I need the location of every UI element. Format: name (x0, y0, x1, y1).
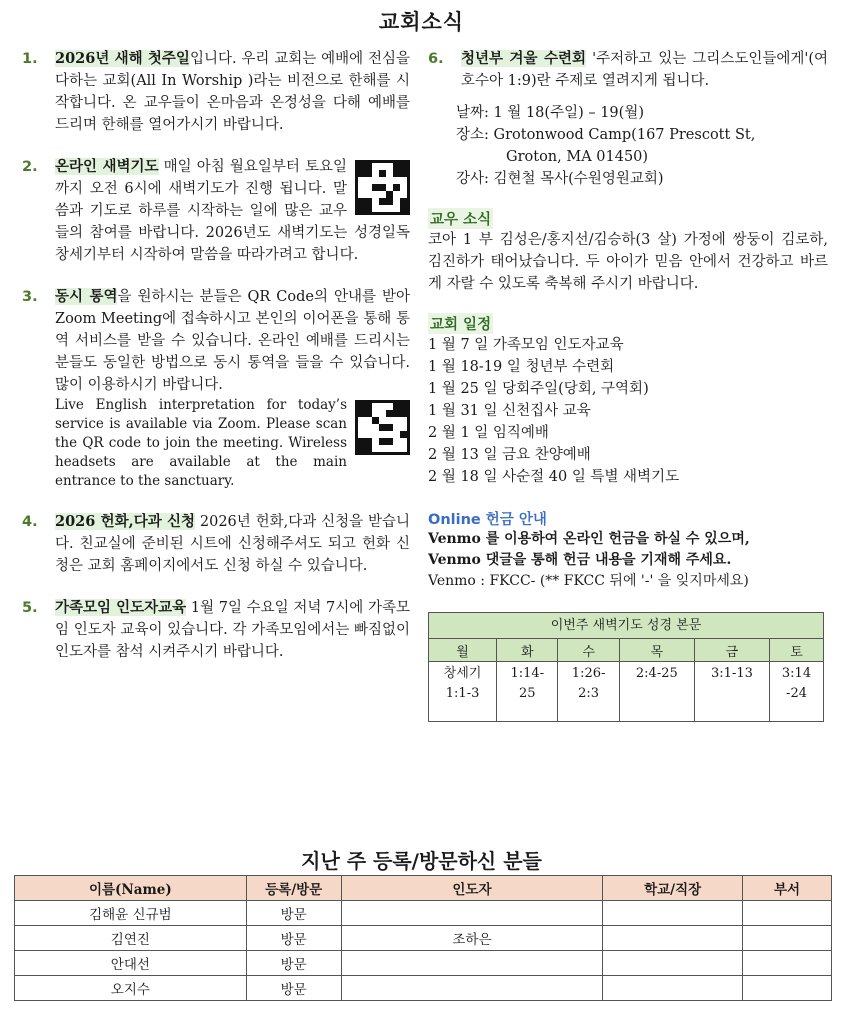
english-text: Live English interpretation for today’s service is available via Zoom. Please scan the QR code to join the meeting. Wireless headsets are available at the main entrance to the sanctuary. (55, 397, 347, 489)
passage-cell (429, 662, 497, 722)
cell-guide (341, 951, 603, 976)
item-highlight: 가족모임 인도자교육 (55, 599, 187, 616)
cell-guide: 조하은 (341, 926, 603, 951)
passage-line: 1:1-3 (445, 686, 480, 701)
bible-reading-table (428, 612, 824, 722)
item-text: 매일 아침 월요일부터 토요일까지 오전 6시에 새벽기도가 진행 됩니다. 말씀과 기도로 하루를 시작하는 일에 많은 교우들의 참여를 바랍니다. 2026년도 새벽기도는 성경일독 창세기부터 시작하여 말씀을 따라가려고 합니다. (55, 159, 410, 263)
schedule-list (428, 334, 828, 488)
day-header: 수 (558, 639, 619, 662)
visitors-table (14, 875, 832, 1001)
day-header: 토 (770, 639, 824, 662)
cell-type: 방문 (246, 976, 341, 1001)
item-text: 을 원하시는 분들은 QR Code의 안내를 받아 Zoom Meeting에 접속하시고 본인의 이어폰을 통해 통역 서비스를 받을 수 있습니다. 온라인 예배를 드리시는 분들도 동일한 방법으로 동시 통역을 들을 수 있습니다. 많이 이용하시기 바랍니다. (55, 289, 411, 393)
day-header: 목 (619, 639, 694, 662)
passage-line: 1:14- (510, 666, 545, 681)
cell-type: 방문 (246, 901, 341, 926)
item-number: 1. (22, 51, 38, 67)
right-column (428, 48, 828, 722)
online-offering-line2: Venmo 댓글을 통해 헌금 내용을 기재해 주세요. (428, 552, 732, 568)
item-number: 5. (22, 600, 38, 616)
item-text: 입니다. 우리 교회는 예배에 전심을 다하는 교회(All In Worship )라는 비전으로 한해를 시작합니다. 온 교우들이 온마음과 온정성을 다해 예배를 드리며 한해를 열어가시기 바랍니다. (55, 51, 410, 133)
news-item-3 (22, 286, 410, 491)
schedule-item: 2 월 18 일 사순절 40 일 특별 새벽기도 (428, 469, 680, 485)
online-offering-heading: Online 헌금 안내 (428, 512, 547, 528)
day-header: 금 (694, 639, 769, 662)
passage-cell (619, 662, 694, 722)
passage-line: 3:14 (781, 666, 812, 681)
item-highlight: 2026년 새해 첫주일 (55, 50, 190, 67)
english-note (55, 396, 410, 491)
table-row (15, 901, 832, 926)
item-text: '주저하고 있는 그리스도인들에게'(여호수아 1:9)란 주제로 열려지게 됩니다. (461, 51, 829, 89)
item-highlight: 2026 헌화,다과 신청 (55, 513, 196, 530)
retreat-speaker: 강사: 김현철 목사(수원영원교회) (456, 171, 664, 187)
table-row (15, 976, 832, 1001)
qr-code-graphic (358, 163, 407, 212)
item-number: 2. (22, 159, 38, 175)
passage-cell (770, 662, 824, 722)
news-item-6 (428, 48, 828, 92)
qr-code-icon[interactable] (355, 160, 410, 215)
retreat-date: 날짜: 1 월 18(주일) – 19(월) (456, 105, 644, 121)
retreat-place: 장소: Grotonwood Camp(167 Prescott St, (456, 127, 756, 143)
schedule-item: 1 월 31 일 신천집사 교육 (428, 403, 591, 419)
online-offering-line1: Venmo 를 이용하여 온라인 헌금을 하실 수 있으며, (428, 531, 750, 547)
schedule-item: 1 월 7 일 가족모임 인도자교육 (428, 337, 624, 353)
online-offering-note: Venmo : FKCC- (** FKCC 뒤에 '-' 을 잊지마세요) (428, 573, 749, 589)
col-header-type: 등록/방문 (246, 876, 341, 901)
schedule-heading: 교회 일정 (428, 313, 493, 334)
member-news-heading: 교우 소식 (428, 208, 493, 229)
news-item-1 (22, 48, 410, 136)
cell-dept (743, 901, 832, 926)
cell-school (603, 901, 743, 926)
passage-line: 2:4-25 (635, 666, 678, 681)
col-header-name: 이름(Name) (15, 876, 247, 901)
visitors-title: 지난 주 등록/방문하신 분들 (301, 849, 542, 873)
day-header: 월 (429, 639, 497, 662)
cell-school (603, 976, 743, 1001)
cell-school (603, 951, 743, 976)
schedule-item: 2 월 1 일 임직예배 (428, 425, 549, 441)
passage-line: 25 (519, 686, 536, 701)
schedule-item: 1 월 18-19 일 청년부 수련회 (428, 359, 615, 375)
passage-line: 창세기 (443, 666, 482, 681)
cell-dept (743, 976, 832, 1001)
table-row (15, 951, 832, 976)
item-text: 2026년 헌화,다과 신청을 받습니다. 친교실에 준비된 시트에 신청해주셔도 되고 헌화 신청은 교회 홈페이지에서도 신청 하실 수 있습니다. (55, 514, 411, 574)
cell-guide (341, 901, 603, 926)
news-item-2 (22, 156, 410, 266)
member-news-text: 코아 1 부 김성은/홍지선/김승하(3 살) 가정에 쌍둥이 김로하, 김진하가 태어났습니다. 두 아이가 믿음 안에서 건강하고 바르게 자랄 수 있도록 축복해 주시기 바랍니다. (428, 232, 828, 292)
schedule-item: 1 월 25 일 당회주일(당회, 구역회) (428, 381, 649, 397)
qr-code-icon[interactable] (355, 400, 410, 455)
cell-school (603, 926, 743, 951)
item-highlight: 동시 통역 (55, 288, 118, 305)
col-header-school: 학교/직장 (603, 876, 743, 901)
item-number: 4. (22, 514, 38, 530)
passage-line: 2:3 (578, 686, 600, 701)
item-number: 3. (22, 289, 38, 305)
cell-dept (743, 926, 832, 951)
day-header: 화 (497, 639, 558, 662)
item-highlight: 청년부 겨울 수련회 (461, 50, 587, 67)
passage-cell (497, 662, 558, 722)
cell-name: 김해윤 신규범 (15, 901, 247, 926)
cell-name: 김연진 (15, 926, 247, 951)
item-highlight: 온라인 새벽기도 (55, 158, 159, 175)
bible-table-caption: 이번주 새벽기도 성경 본문 (429, 613, 824, 639)
cell-name: 안대선 (15, 951, 247, 976)
cell-name: 오지수 (15, 976, 247, 1001)
cell-type: 방문 (246, 951, 341, 976)
schedule-item: 2 월 13 일 금요 찬양예배 (428, 447, 591, 463)
passage-line: 3:1-13 (711, 666, 753, 681)
table-row (15, 926, 832, 951)
item-number: 6. (428, 51, 444, 67)
news-item-5 (22, 597, 410, 663)
col-header-guide: 인도자 (341, 876, 603, 901)
page-title: 교회소식 (378, 9, 465, 34)
retreat-place-cont: Groton, MA 01450) (506, 149, 649, 165)
passage-cell (558, 662, 619, 722)
passage-cell (694, 662, 769, 722)
left-column (22, 48, 410, 683)
news-item-4 (22, 511, 410, 577)
col-header-dept: 부서 (743, 876, 832, 901)
passage-line: -24 (786, 686, 807, 701)
qr-code-graphic (358, 403, 407, 452)
cell-dept (743, 951, 832, 976)
cell-guide (341, 976, 603, 1001)
cell-type: 방문 (246, 926, 341, 951)
passage-line: 1:26- (571, 666, 606, 681)
item-text: 1월 7일 수요일 저녁 7시에 가족모임 인도자 교육이 있습니다. 각 가족모임에서는 빠짐없이 인도자를 참석 시켜주시기 바랍니다. (55, 600, 410, 660)
